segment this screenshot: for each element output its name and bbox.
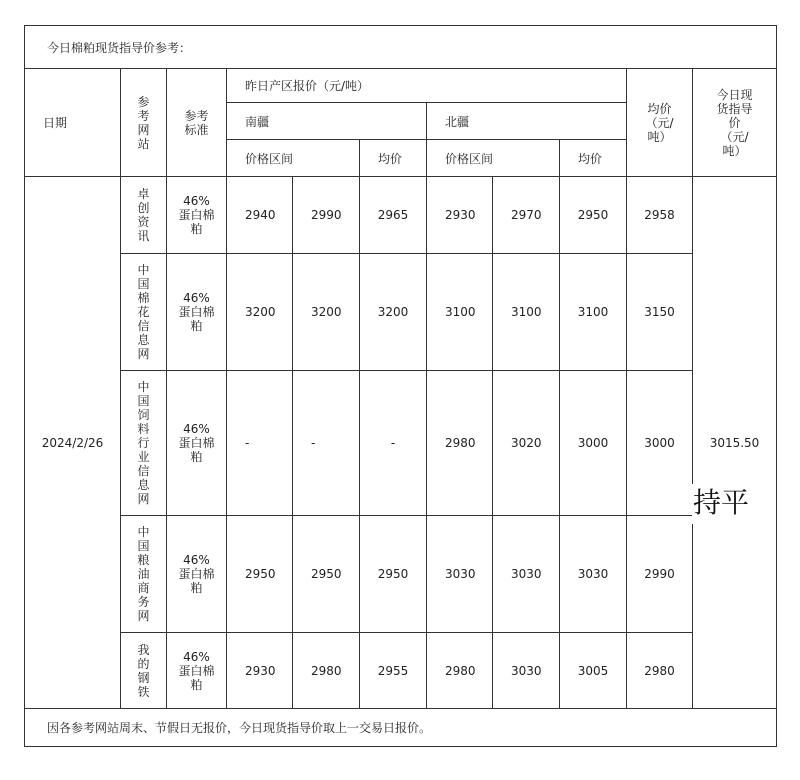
north-high-cell: 2970 — [493, 177, 560, 254]
north-high-cell: 3030 — [493, 633, 560, 709]
avg-cell: 3150 — [627, 254, 693, 371]
site-header: 参考网站 — [121, 69, 167, 177]
standard-cell: 46%蛋白棉粕 — [167, 516, 227, 633]
price-table — [24, 25, 777, 747]
south-high-cell: 3200 — [293, 254, 360, 371]
south-high-cell: 2980 — [293, 633, 360, 709]
south-low-cell: 2930 — [227, 633, 293, 709]
date-cell: 2024/2/26 — [25, 177, 121, 709]
north-low-cell: 2930 — [427, 177, 493, 254]
table-row — [25, 371, 777, 516]
north-range-header: 价格区间 — [427, 140, 560, 177]
north-avg-cell: 3100 — [560, 254, 627, 371]
north-high-cell: 3020 — [493, 371, 560, 516]
south-high-cell: 2950 — [293, 516, 360, 633]
table-row — [25, 516, 777, 633]
north-high-cell: 3100 — [493, 254, 560, 371]
north-avg-cell: 2950 — [560, 177, 627, 254]
south-avg-cell: - — [360, 371, 427, 516]
table-title: 今日棉粕现货指导价参考： — [25, 26, 777, 69]
north-header: 北疆 — [427, 103, 627, 140]
avg-cell: 2990 — [627, 516, 693, 633]
south-header: 南疆 — [227, 103, 427, 140]
yesterday-header: 昨日产区报价（元/吨） — [227, 69, 627, 103]
north-low-cell: 3100 — [427, 254, 493, 371]
table-row — [25, 177, 777, 254]
north-avg-cell: 3000 — [560, 371, 627, 516]
site-cell: 卓创资讯 — [121, 177, 167, 254]
south-low-cell: 2950 — [227, 516, 293, 633]
south-avg-cell: 2950 — [360, 516, 427, 633]
north-avg-cell: 3030 — [560, 516, 627, 633]
south-low-cell: 3200 — [227, 254, 293, 371]
standard-cell: 46%蛋白棉粕 — [167, 254, 227, 371]
standard-header: 参考标准 — [167, 69, 227, 177]
standard-cell: 46%蛋白棉粕 — [167, 371, 227, 516]
south-avg-header: 均价 — [360, 140, 427, 177]
south-avg-cell: 3200 — [360, 254, 427, 371]
footnote: 因各参考网站周末、节假日无报价，今日现货指导价取上一交易日报价。 — [25, 709, 777, 747]
table-row — [25, 633, 777, 709]
standard-cell: 46%蛋白棉粕 — [167, 633, 227, 709]
south-range-header: 价格区间 — [227, 140, 360, 177]
today-price-cell: 3015.50 — [693, 177, 777, 709]
south-high-cell: - — [293, 371, 360, 516]
south-high-cell: 2990 — [293, 177, 360, 254]
north-low-cell: 2980 — [427, 371, 493, 516]
avg-cell: 3000 — [627, 371, 693, 516]
avg-cell: 2958 — [627, 177, 693, 254]
south-avg-cell: 2955 — [360, 633, 427, 709]
status-label: 持平 — [692, 484, 773, 524]
avg-cell: 2980 — [627, 633, 693, 709]
north-avg-header: 均价 — [560, 140, 627, 177]
standard-cell: 46%蛋白棉粕 — [167, 177, 227, 254]
site-cell: 中国棉花信息网 — [121, 254, 167, 371]
north-high-cell: 3030 — [493, 516, 560, 633]
table-row — [25, 254, 777, 371]
south-low-cell: 2940 — [227, 177, 293, 254]
south-low-cell: - — [227, 371, 293, 516]
site-cell: 我的钢铁 — [121, 633, 167, 709]
avg-header: 均价（元/吨） — [627, 69, 693, 177]
north-avg-cell: 3005 — [560, 633, 627, 709]
date-header: 日期 — [25, 69, 121, 177]
south-avg-cell: 2965 — [360, 177, 427, 254]
north-low-cell: 2980 — [427, 633, 493, 709]
today-price-header: 今日现货指导价（元/吨） — [693, 69, 777, 177]
north-low-cell: 3030 — [427, 516, 493, 633]
site-cell: 中国粮油商务网 — [121, 516, 167, 633]
site-cell: 中国饲料行业信息网 — [121, 371, 167, 516]
